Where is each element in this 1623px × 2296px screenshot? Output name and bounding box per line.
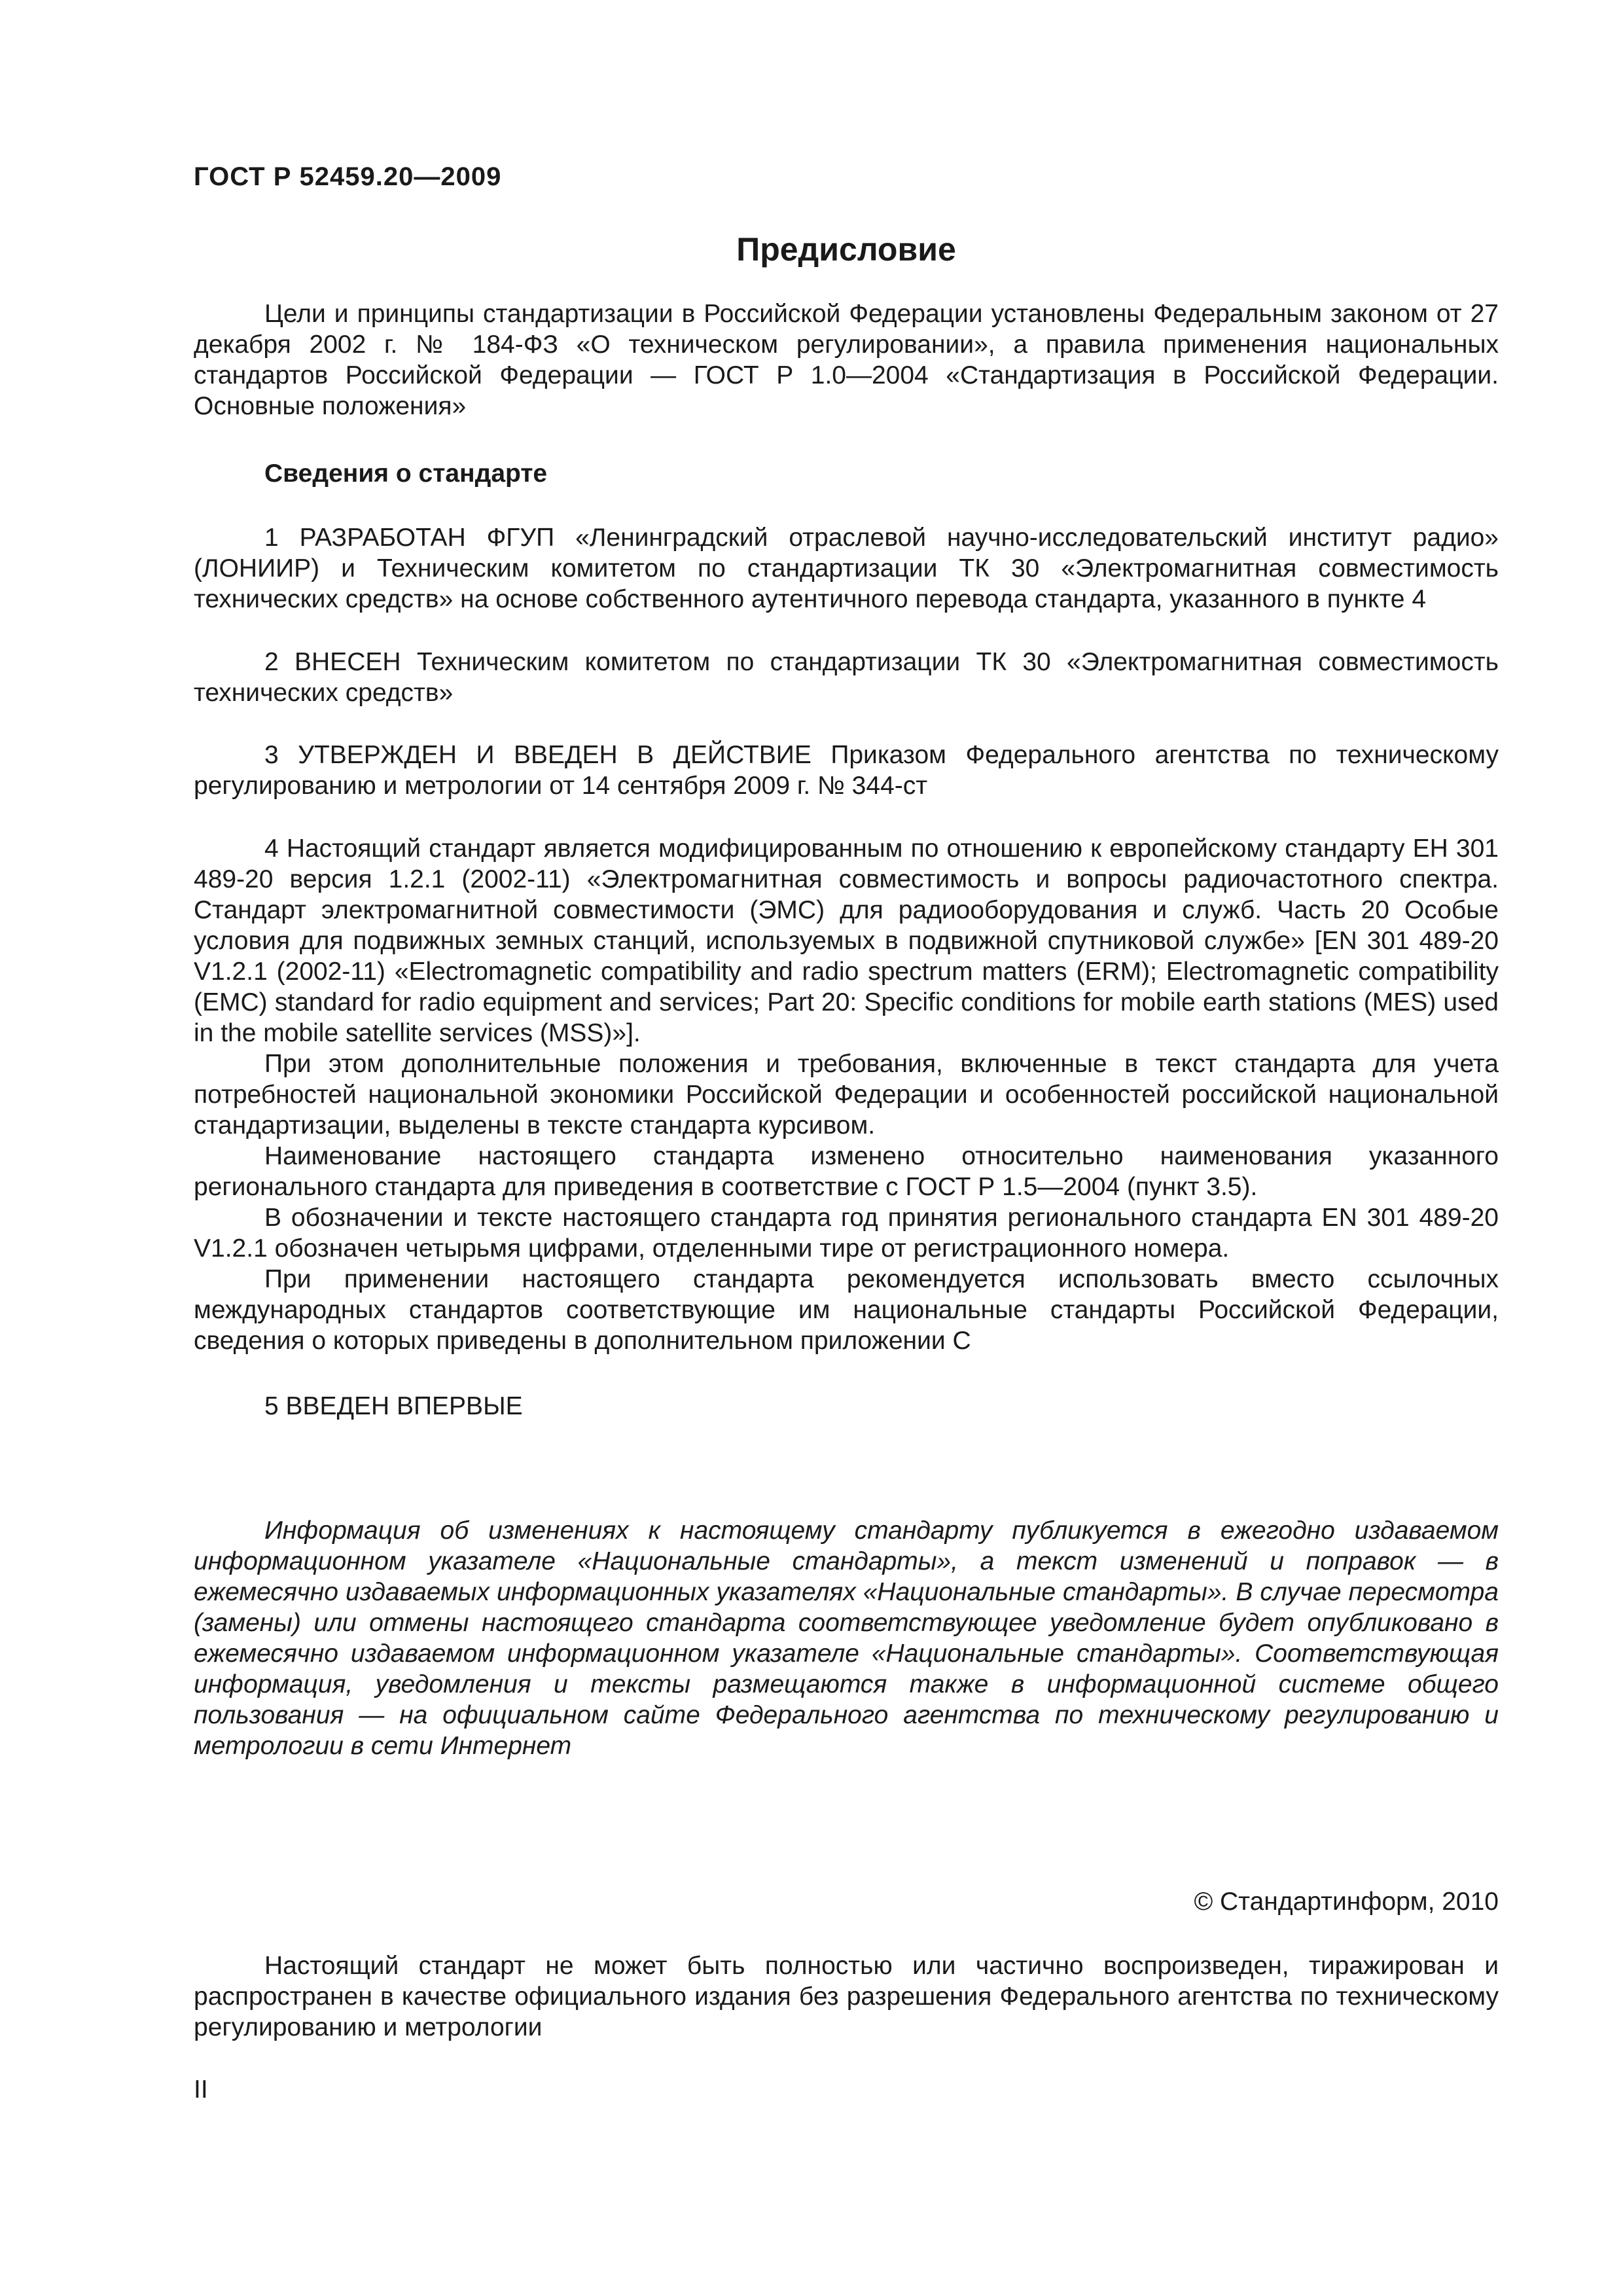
info-item-2 — [194, 647, 1499, 708]
reproduction-notice-text: Настоящий стандарт не может быть полностью или частично воспроизведен, тиражирован и распространен в качестве официального издания без разрешения Федерального агентства по техническому регулированию и метрологии — [194, 1952, 1499, 2041]
info-item-5-text: 5 ВВЕДЕН ВПЕРВЫЕ — [264, 1392, 523, 1420]
info-item-4-paragraph: При применении настоящего стандарта рекомендуется использовать вместо ссылочных международных стандартов соответствующие им национальные стандарты Российской Федерации, сведения о которых приведены в дополнительном приложении С — [194, 1265, 1499, 1355]
changes-notice-text: Информация об изменениях к настоящему стандарту публикуется в ежегодно издаваемом информационном указателе «Национальные стандарты», а текст изменений и поправок — в ежемесячно издаваемых информационных указателях «Национальные стандарты». В случае пересмотра (замены) или отмены настоящего стандарта соответствующее уведомление будет опубликовано в ежемесячно издаваемом информационном указателе «Национальные стандарты». Соответствующая информация, уведомления и тексты размещаются также в информационной системе общего пользования — на официальном сайте Федерального агентства по техническому регулированию и метрологии в сети Интернет — [194, 1516, 1499, 1760]
info-item-1 — [194, 522, 1499, 615]
standard-info-heading: Сведения о стандарте — [264, 459, 548, 488]
foreword-paragraph — [194, 298, 1499, 422]
page-number: II — [194, 2075, 208, 2104]
foreword-text: Цели и принципы стандартизации в Российской Федерации установлены Федеральным законом от 27 декабря 2002 г. № 184-ФЗ «О техническом регулировании», а правила применения национальных стандартов Российской Федерации — ГОСТ Р 1.0—2004 «Стандартизация в Российской Федерации. Основные положения» — [194, 300, 1499, 420]
page-title: Предисловие — [736, 231, 956, 268]
info-item-2-text: 2 ВНЕСЕН Техническим комитетом по стандартизации ТК 30 «Электромагнитная совместимость технических средств» — [194, 648, 1499, 707]
copyright-line: © Стандартинформ, 2010 — [1194, 1888, 1499, 1916]
info-item-1-text: 1 РАЗРАБОТАН ФГУП «Ленинградский отраслевой научно-исследовательский институт радио» (ЛОНИИР) и Техническим комитетом по стандартизации ТК 30 «Электромагнитная совместимость технических средств» на основе собственного аутентичного перевода стандарта, указанного в пункте 4 — [194, 524, 1499, 613]
info-item-3 — [194, 740, 1499, 801]
info-item-4-paragraph: В обозначении и тексте настоящего стандарта год принятия регионального стандарта EN 301 489-20 V1.2.1 обозначен четырьмя цифрами, отделенными тире от регистрационного номера. — [194, 1204, 1499, 1263]
info-item-3-text: 3 УТВЕРЖДЕН И ВВЕДЕН В ДЕЙСТВИЕ Приказом Федерального агентства по техническому регулированию и метрологии от 14 сентября 2009 г. № 344-ст — [194, 741, 1499, 800]
standard-designation: ГОСТ Р 52459.20—2009 — [194, 162, 502, 191]
info-item-4-paragraph: Наименование настоящего стандарта изменено относительно наименования указанного регионального стандарта для приведения в соответствие с ГОСТ Р 1.5—2004 (пункт 3.5). — [194, 1142, 1499, 1201]
info-item-4-paragraph: При этом дополнительные положения и требования, включенные в текст стандарта для учета потребностей национальной экономики Российской Федерации и особенностей российской национальной стандартизации, выделены в тексте стандарта курсивом. — [194, 1050, 1499, 1139]
changes-notice — [194, 1515, 1499, 1761]
reproduction-notice — [194, 1950, 1499, 2043]
info-item-4-paragraph: 4 Настоящий стандарт является модифицированным по отношению к европейскому стандарту ЕН 301 489-20 версия 1.2.1 (2002-11) «Электромагнитная совместимость и вопросы радиочастотного спектра. Стандарт электромагнитной совместимости (ЭМС) для радиооборудования и служб. Часть 20 Особые условия для подвижных земных станций, используемых в подвижной спутниковой службе» [EN 301 489-20 V1.2.1 (2002-11) «Electromagnetic compatibility and radio spectrum matters (ERM); Electromagnetic compatibility (EMC) standard for radio equipment and services; Part 20: Specific conditions for mobile earth stations (MES) used in the mobile satellite services (MSS)»]. — [194, 834, 1499, 1047]
info-item-5 — [194, 1391, 1499, 1422]
info-item-4 — [194, 833, 1499, 1356]
